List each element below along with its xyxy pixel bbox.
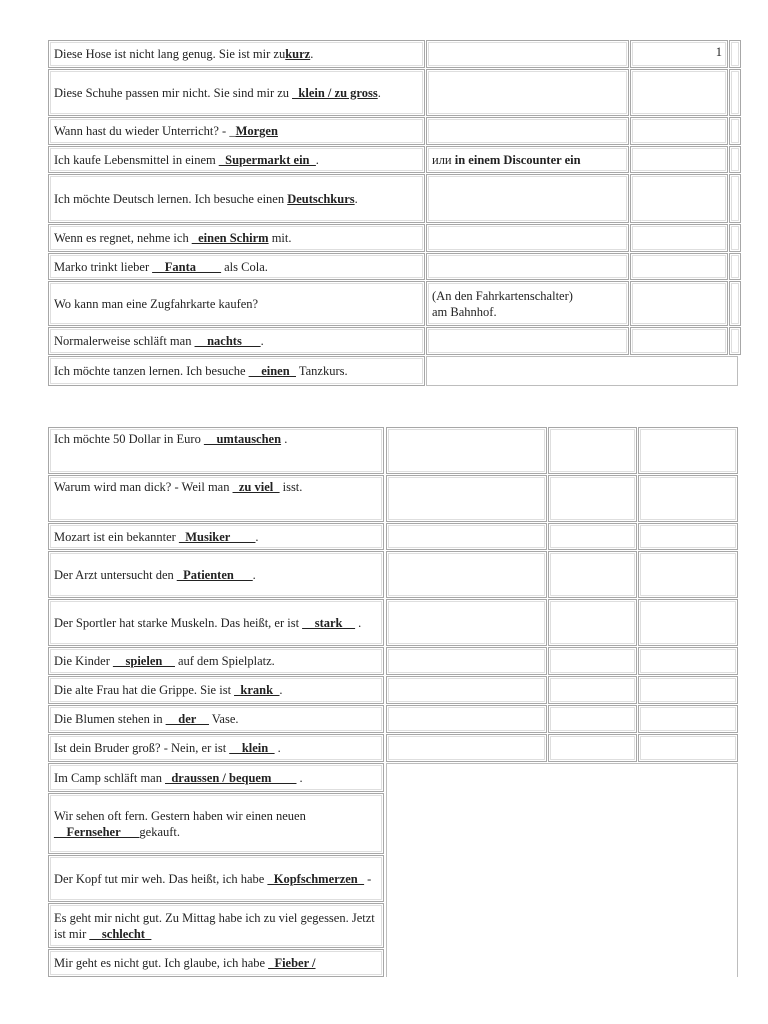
sentence-text: Ich kaufe Lebensmittel in einem	[54, 152, 219, 167]
table1-edge-cell	[729, 281, 741, 326]
sentence-text: Die Blumen stehen in	[54, 712, 166, 726]
table2-question-cell	[48, 523, 384, 550]
table1-empty-area	[426, 356, 738, 386]
sentence-text: .	[274, 741, 281, 755]
table2-question-cell	[48, 647, 384, 675]
table2-blank-cell	[548, 551, 637, 598]
table1-answer-cell	[426, 174, 629, 223]
table1-edge-cell	[729, 117, 741, 145]
sentence-text: Tanzkurs.	[295, 364, 348, 378]
sentence-text: Der Sportler hat starke Muskeln. Das heißt, er ist	[54, 615, 303, 630]
table2-blank-cell	[386, 523, 547, 550]
table2-blank-cell	[386, 734, 547, 762]
table2-question-cell	[48, 793, 384, 854]
answer-text: __einen_	[248, 364, 296, 378]
table2-blank-cell	[638, 676, 738, 704]
table2-question-cell	[48, 949, 384, 977]
sentence-text: Die alte Frau hat die Grippe. Sie ist	[54, 683, 235, 697]
sentence-text: auf dem Spielplatz.	[174, 654, 275, 668]
table1-question-cell	[48, 281, 425, 326]
table1-edge-cell	[729, 40, 741, 68]
table2-blank-cell	[548, 676, 637, 704]
table1-question-cell	[48, 117, 425, 145]
sentence-text: Die Kinder	[54, 654, 114, 668]
answer-text: _klein / zu gross	[292, 85, 378, 100]
answer-text: __Fanta____	[152, 259, 221, 274]
sentence-text: mit.	[268, 231, 292, 245]
table2-blank-cell	[638, 427, 738, 474]
sentence-text: .	[354, 191, 358, 206]
table2-blank-cell	[386, 705, 547, 733]
sentence-text: Ich möchte Deutsch lernen. Ich besuche einen	[54, 191, 288, 206]
sentence-text: .	[355, 615, 362, 630]
answer-text: __spielen__	[113, 654, 175, 668]
table1-edge-cell	[729, 224, 741, 252]
table1-question-cell	[48, 40, 425, 68]
sentence-text: .	[260, 334, 264, 348]
table2-blank-cell	[548, 647, 637, 675]
sentence-text: Wir sehen oft fern. Gestern haben wir einen neuen	[54, 808, 306, 823]
table2-blank-cell	[386, 427, 547, 474]
table2-blank-cell	[548, 427, 637, 474]
table2-question-cell	[48, 599, 384, 646]
sentence-text: Wenn es regnet, nehme ich	[54, 231, 192, 245]
table1-count-cell	[630, 146, 728, 173]
sentence-text: in einem Discounter ein	[451, 152, 581, 167]
sentence-text: .	[310, 47, 314, 61]
table2-question-cell	[48, 734, 384, 762]
table2-question-cell	[48, 855, 384, 902]
table1-count-cell	[630, 224, 728, 252]
table1-question-cell	[48, 146, 425, 173]
answer-text: __der__	[165, 712, 209, 726]
answer-text: Deutschkurs	[287, 191, 355, 206]
answer-text: __Fernseher___	[54, 824, 140, 839]
sentence-text: Normalerweise schläft man	[54, 334, 195, 348]
answer-text: _Musiker____	[178, 529, 256, 544]
sentence-text: Der Arzt untersucht den	[54, 567, 177, 582]
table1-answer-cell	[426, 146, 629, 173]
table1-question-cell	[48, 327, 425, 355]
table1-question-cell	[48, 69, 425, 116]
table1-edge-cell	[729, 146, 741, 173]
sentence-text: .	[377, 85, 381, 100]
table1-question-cell	[48, 253, 425, 280]
table1-count-cell	[630, 327, 728, 355]
table2-question-cell	[48, 763, 384, 792]
table1-answer-cell	[426, 40, 629, 68]
table1-question-cell	[48, 224, 425, 252]
table1-count-cell	[630, 40, 728, 68]
row-count: 1	[715, 45, 722, 59]
answer-text: Morgen	[235, 124, 278, 138]
table1-edge-cell	[729, 69, 741, 116]
sentence-text: Ich möchte tanzen lernen. Ich besuche	[54, 364, 249, 378]
table2-blank-cell	[638, 647, 738, 675]
table2-blank-cell	[638, 599, 738, 646]
sentence-text: Ist dein Bruder groß? - Nein, er ist	[54, 741, 230, 755]
table2-blank-cell	[638, 523, 738, 550]
sentence-text: .	[255, 529, 259, 544]
sentence-text: или	[432, 152, 452, 167]
table1-answer-cell	[426, 117, 629, 145]
answer-text: __nachts___	[194, 334, 261, 348]
table2-blank-cell	[386, 551, 547, 598]
sentence-text: .	[281, 432, 288, 446]
answer-text: _Patienten___	[176, 567, 253, 582]
sentence-text: .	[296, 770, 303, 785]
sentence-text: Diese Schuhe passen mir nicht. Sie sind mir zu	[54, 85, 293, 100]
table2-question-cell	[48, 676, 384, 704]
table2-blank-cell	[638, 551, 738, 598]
table2-blank-cell	[386, 647, 547, 675]
table2-blank-cell	[548, 475, 637, 522]
sentence-text: .	[315, 152, 319, 167]
table1-edge-cell	[729, 174, 741, 223]
sentence-text: Diese Hose ist nicht lang genug. Sie ist mir zu	[54, 47, 286, 61]
table1-count-cell	[630, 281, 728, 326]
answer-text: __schlecht_	[89, 926, 152, 941]
table1-question-cell	[48, 356, 425, 386]
sentence-text: isst.	[279, 480, 303, 494]
sentence-text: Im Camp schläft man	[54, 770, 166, 785]
table2-blank-cell	[638, 734, 738, 762]
table2-blank-cell	[386, 475, 547, 522]
table2-question-cell	[48, 903, 384, 948]
table2-question-cell	[48, 705, 384, 733]
answer-text: __umtauschen	[203, 432, 282, 446]
sentence-text: Es geht mir nicht gut. Zu Mittag habe ich zu viel gegessen. Jetzt ist mir	[54, 910, 375, 941]
table1-answer-cell	[426, 224, 629, 252]
table2-blank-cell	[548, 599, 637, 646]
answer-text: _einen Schirm	[191, 231, 269, 245]
answer-text: _zu viel_	[232, 480, 280, 494]
table2-question-cell	[48, 427, 384, 474]
answer-text: _Supermarkt ein_	[218, 152, 316, 167]
table1-edge-cell	[729, 327, 741, 355]
sentence-text: .	[252, 567, 256, 582]
answer-text: _krank_	[234, 683, 280, 697]
table1-count-cell	[630, 253, 728, 280]
answer-text: kurz	[285, 47, 311, 61]
answer-text: _draussen / bequem____	[165, 770, 297, 785]
table2-blank-cell	[638, 475, 738, 522]
sentence-text: .	[279, 683, 283, 697]
table1-answer-cell	[426, 69, 629, 116]
table2-blank-cell	[638, 705, 738, 733]
sentence-text: Ich möchte 50 Dollar in Euro	[54, 432, 204, 446]
sentence-text: -	[364, 871, 372, 886]
table1-edge-cell	[729, 253, 741, 280]
table2-blank-cell	[548, 705, 637, 733]
answer-text: __stark__	[302, 615, 355, 630]
sentence-text: Der Kopf tut mir weh. Das heißt, ich habe	[54, 871, 268, 886]
sentence-text: Mir geht es nicht gut. Ich glaube, ich habe	[54, 956, 269, 970]
table1-count-cell	[630, 174, 728, 223]
sentence-text: Mozart ist ein bekannter	[54, 529, 179, 544]
answer-text: _Kopfschmerzen_	[267, 871, 364, 886]
table2-blank-cell	[386, 599, 547, 646]
table2-question-cell	[48, 551, 384, 598]
table2-blank-cell	[548, 734, 637, 762]
table1-question-cell	[48, 174, 425, 223]
table2-empty-area	[386, 763, 738, 977]
sentence-text: Warum wird man dick? - Weil man	[54, 480, 233, 494]
sentence-text: als Cola.	[221, 259, 268, 274]
table1-count-cell	[630, 69, 728, 116]
answer-text: __klein_	[229, 741, 275, 755]
sentence-text: Wann hast du wieder Unterricht? - _	[54, 124, 236, 138]
table1-answer-cell	[426, 253, 629, 280]
table2-blank-cell	[548, 523, 637, 550]
sentence-text: Marko trinkt lieber	[54, 259, 153, 274]
table1-count-cell	[630, 117, 728, 145]
sentence-text: Wo kann man eine Zugfahrkarte kaufen?	[54, 296, 259, 311]
table2-question-cell	[48, 475, 384, 522]
sentence-text: (An den Fahrkartenschalter) am Bahnhof.	[432, 288, 573, 319]
table1-answer-cell	[426, 327, 629, 355]
table2-blank-cell	[386, 676, 547, 704]
answer-text: _Fieber /	[268, 956, 316, 970]
sentence-text: gekauft.	[139, 824, 181, 839]
table1-answer-cell	[426, 281, 629, 326]
sentence-text: Vase.	[208, 712, 239, 726]
